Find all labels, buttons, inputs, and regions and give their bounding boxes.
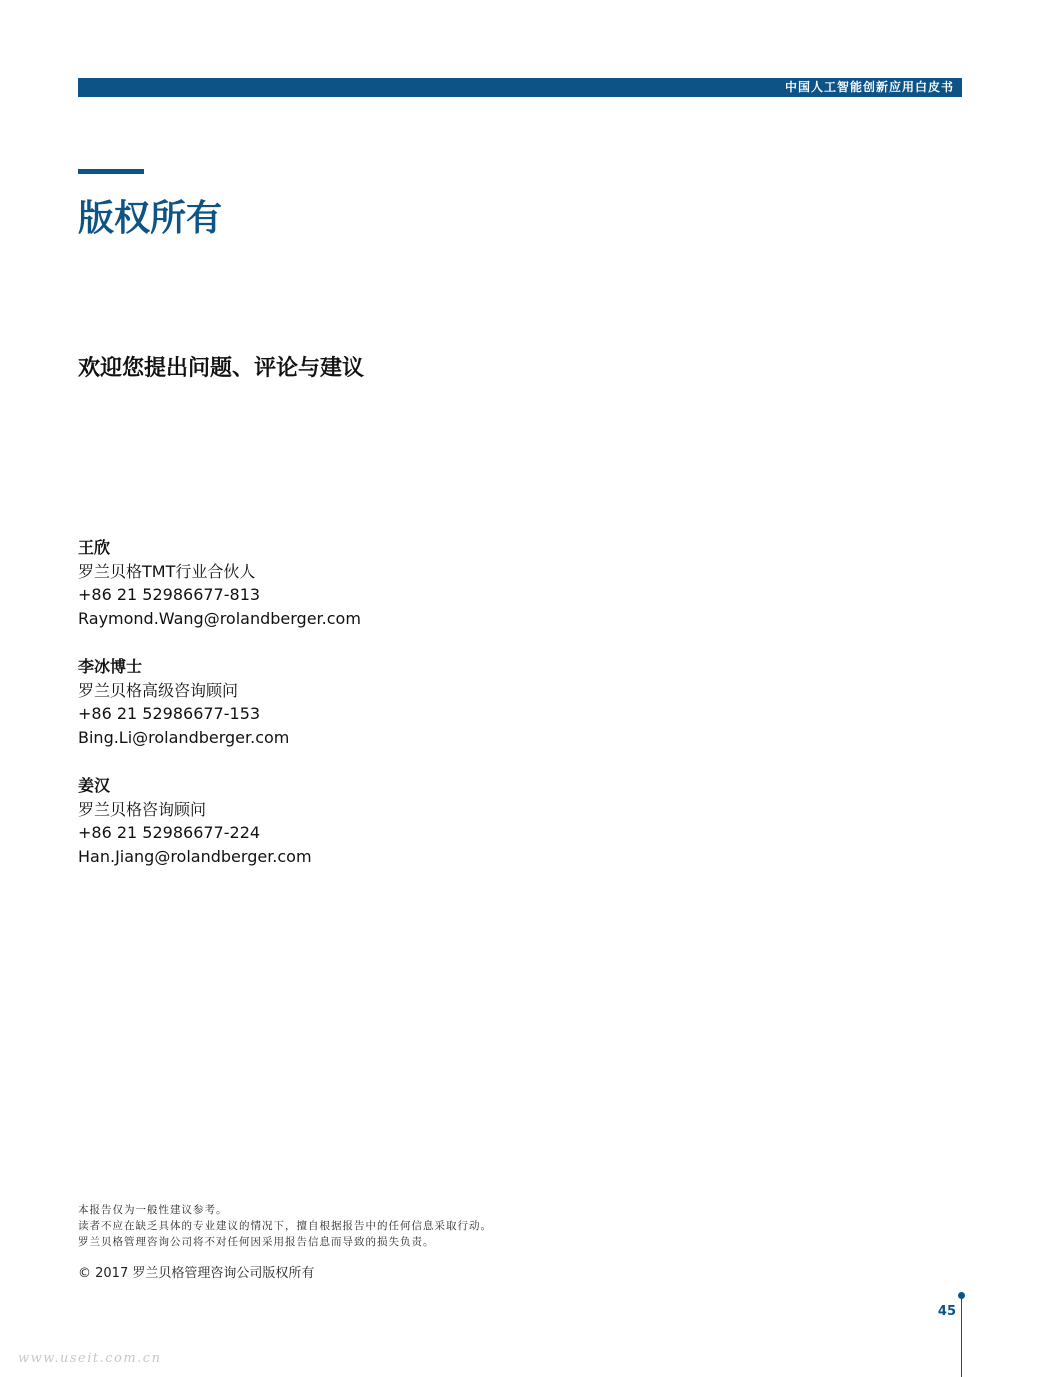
contact-phone: +86 21 52986677-813: [78, 585, 261, 604]
contact-phone: +86 21 52986677-224: [78, 823, 261, 842]
contact-role: 罗兰贝格咨询顾问: [78, 799, 207, 819]
contact-email[interactable]: Raymond.Wang@rolandberger.com: [78, 608, 361, 628]
contact-name: 李冰博士: [78, 657, 143, 676]
contact-email[interactable]: Bing.Li@rolandberger.com: [78, 727, 290, 747]
page-title: 版权所有: [78, 198, 223, 239]
disclaimer-line: 本报告仅为一般性建议参考。: [78, 1204, 228, 1216]
contact-card: [78, 536, 678, 630]
header-bar: [78, 78, 962, 97]
disclaimer: [78, 1202, 492, 1250]
contact-list: [78, 536, 678, 893]
contact-card: [78, 655, 678, 749]
disclaimer-line: 罗兰贝格管理咨询公司将不对任何因采用报告信息而导致的损失负责。: [78, 1236, 435, 1248]
title-accent-line: [78, 169, 144, 174]
page-marker-dot: [958, 1292, 965, 1299]
copyright-notice: © 2017 罗兰贝格管理咨询公司版权所有: [78, 1266, 315, 1281]
contact-phone: +86 21 52986677-153: [78, 704, 261, 723]
disclaimer-line: 读者不应在缺乏具体的专业建议的情况下，擅自根据报告中的任何信息采取行动。: [78, 1220, 492, 1232]
contact-name: 姜汉: [78, 776, 111, 795]
page-marker-line: [961, 1296, 962, 1377]
page-subtitle: 欢迎您提出问题、评论与建议: [78, 356, 365, 381]
page-number: 45: [937, 1304, 956, 1319]
contact-name: 王欣: [78, 538, 111, 557]
contact-role: 罗兰贝格TMT行业合伙人: [78, 561, 256, 581]
contact-role: 罗兰贝格高级咨询顾问: [78, 680, 239, 700]
document-title: 中国人工智能创新应用白皮书: [784, 80, 954, 94]
contact-card: [78, 774, 678, 868]
watermark: www.useit.com.cn: [18, 1351, 162, 1366]
contact-email[interactable]: Han.Jiang@rolandberger.com: [78, 846, 312, 866]
